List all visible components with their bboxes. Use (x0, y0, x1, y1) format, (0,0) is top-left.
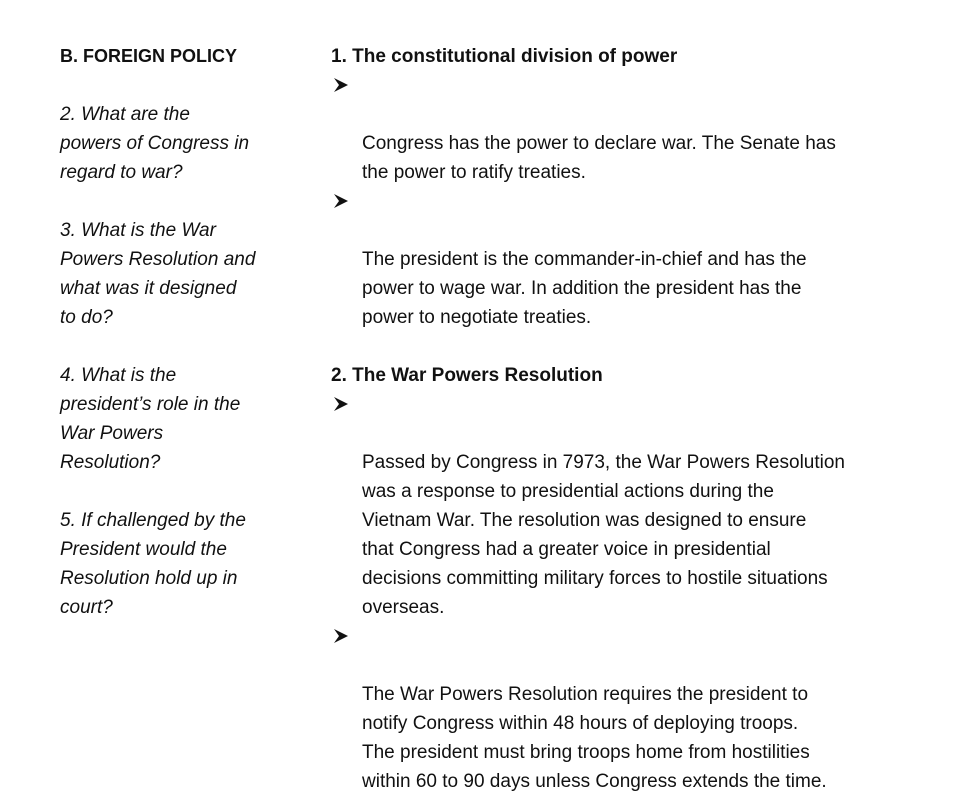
bullet-text: The War Powers Resolution requires the president to notify Congress within 48 hours of deploying troops. The president must bring troops home from hostilities within 60 to 90 days unless Congress extends the time. (362, 684, 827, 792)
bullet-text: Passed by Congress in 7973, the War Powers Resolution was a response to presidential actions during the Vietnam War. The resolution was designed to ensure that Congress had a greater voice in presidential decisions committing military forces to hostile situations overseas. (362, 452, 845, 618)
question-3: 3. What is the War Powers Resolution and what was it designed to do? (60, 220, 256, 328)
section-heading: B. FOREIGN POLICY (60, 46, 238, 66)
bullet-text: Congress has the power to declare war. The Senate has the power to ratify treaties. (362, 133, 836, 183)
question-5: 5. If challenged by the President would the Resolution hold up in court? (60, 510, 246, 618)
section-1-title: 1. The constitutional division of power (331, 46, 678, 67)
arrow-bullet-icon (333, 77, 349, 93)
answers-column (331, 42, 931, 796)
arrow-bullet-icon (333, 193, 349, 209)
questions-column (60, 42, 300, 622)
bullet-item (331, 622, 931, 796)
bullet-item (331, 390, 931, 622)
spacer (331, 332, 931, 361)
spacer (60, 187, 300, 216)
question-2: 2. What are the powers of Congress in regard to war? (60, 104, 250, 183)
arrow-bullet-icon (333, 396, 349, 412)
question-4: 4. What is the president’s role in the War Powers Resolution? (60, 365, 241, 473)
arrow-bullet-icon (333, 628, 349, 644)
bullet-text: The president is the commander-in-chief and has the power to wage war. In addition the president has the power to negotiate treaties. (362, 249, 807, 328)
bullet-item (331, 187, 931, 332)
spacer (60, 71, 300, 100)
section-2-title: 2. The War Powers Resolution (331, 365, 603, 386)
spacer (60, 332, 300, 361)
bullet-item (331, 71, 931, 187)
spacer (60, 477, 300, 506)
